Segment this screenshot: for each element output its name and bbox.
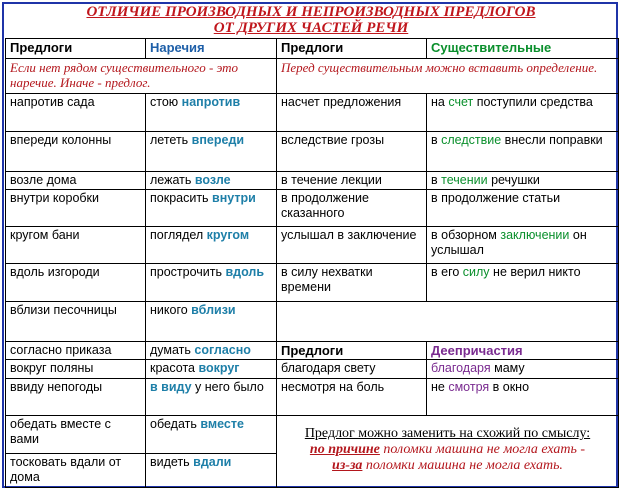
noun-cell: на счет поступили средства (427, 93, 619, 131)
header-prepositions-2: Предлоги (277, 39, 427, 59)
preposition-cell: согласно приказа (6, 341, 146, 360)
preposition-cell: в течение лекции (277, 171, 427, 190)
table-row (6, 132, 619, 171)
gerund-highlight: смотря (448, 380, 490, 395)
noun-cell: в следствие внесли поправки (427, 132, 619, 171)
adverb-highlight: вместе (200, 417, 244, 432)
noun-cell: в течении речушки (427, 171, 619, 190)
header-nouns: Существительные (427, 39, 619, 59)
preposition-cell: вблизи песочницы (6, 302, 146, 341)
note-noun-rule: Перед существительным можно вставить определение. (277, 58, 619, 93)
note-row (6, 58, 619, 93)
adverb-cell: думать согласно (146, 341, 277, 360)
preposition-cell: благодаря свету (277, 360, 427, 379)
adverb-cell: покрасить внутри (146, 190, 277, 226)
preposition-cell: возле дома (6, 171, 146, 190)
noun-highlight: счет (448, 94, 474, 109)
noun-highlight: течении (441, 172, 488, 187)
gerund-cell: не смотря в окно (427, 379, 619, 416)
comparison-table (5, 38, 619, 488)
header-adverbs: Наречия (146, 39, 277, 59)
adverb-highlight: вокруг (198, 361, 240, 376)
noun-cell: в его силу не верил никто (427, 263, 619, 301)
gerund-cell: благодаря маму (427, 360, 619, 379)
table-row (6, 416, 619, 453)
adverb-cell: в виду у него было (146, 379, 277, 416)
table-row (6, 263, 619, 301)
adverb-cell: никого вблизи (146, 302, 277, 341)
adverb-cell: красота вокруг (146, 360, 277, 379)
adverb-cell: стою напротив (146, 93, 277, 131)
preposition-cell: впереди колонны (6, 132, 146, 171)
adverb-highlight: возле (194, 172, 231, 187)
header-row (6, 39, 619, 59)
preposition-cell: вследствие грозы (277, 132, 427, 171)
table-row (6, 93, 619, 131)
table-row (6, 226, 619, 263)
header-prepositions-lower: Предлоги (277, 341, 427, 360)
adverb-cell: поглядел кругом (146, 226, 277, 263)
header-gerunds: Деепричастия (427, 341, 619, 360)
adverb-highlight: вблизи (191, 303, 236, 318)
preposition-cell: в силу нехватки времени (277, 263, 427, 301)
adverb-highlight: кругом (206, 227, 250, 242)
adverb-cell: лететь впереди (146, 132, 277, 171)
adverb-cell: лежать возле (146, 171, 277, 190)
preposition-cell: вдоль изгороди (6, 263, 146, 301)
adverb-highlight: напротив (181, 94, 241, 109)
preposition-cell: услышал в заключение (277, 226, 427, 263)
adverb-highlight: в виду (150, 380, 192, 395)
adverb-highlight: вдоль (225, 264, 265, 279)
footnote-title: Предлог можно заменить на схожий по смыслу: (304, 426, 591, 442)
header-prepositions: Предлоги (6, 39, 146, 59)
table-row (6, 360, 619, 379)
preposition-cell: кругом бани (6, 226, 146, 263)
noun-highlight: силу (462, 264, 490, 279)
table-row (6, 171, 619, 190)
note-adverb-rule: Если нет рядом существительного - это наречие. Иначе - предлог. (6, 58, 277, 93)
footnote-box (277, 416, 619, 488)
gerund-highlight: благодаря (431, 361, 491, 376)
table-row (6, 379, 619, 416)
adverb-cell: обедать вместе (146, 416, 277, 453)
preposition-cell: вокруг поляны (6, 360, 146, 379)
adverb-highlight: внутри (212, 191, 256, 206)
footnote-example-1: по причине поломки машина не могла ехать - (309, 442, 586, 458)
preposition-cell: насчет предложения (277, 93, 427, 131)
adverb-highlight: впереди (191, 133, 245, 148)
preposition-cell: тосковать вдали от дома (6, 453, 146, 487)
adverb-highlight: вдали (193, 454, 232, 469)
preposition-cell: в продолжение сказанного (277, 190, 427, 226)
footnote-example-2: из-за поломки машина не могла ехать. (332, 458, 563, 474)
noun-cell: в продолжение статьи (427, 190, 619, 226)
preposition-cell: напротив сада (6, 93, 146, 131)
adverb-cell: видеть вдали (146, 453, 277, 487)
adverb-cell: прострочить вдоль (146, 263, 277, 301)
preposition-cell: несмотря на боль (277, 379, 427, 416)
page-title-line2: ОТ ДРУГИХ ЧАСТЕЙ РЕЧИ (213, 20, 409, 36)
noun-highlight: заключении (500, 227, 570, 242)
noun-highlight: следствие (441, 133, 502, 148)
page-title-line1: ОТЛИЧИЕ ПРОИЗВОДНЫХ И НЕПРОИЗВОДНЫХ ПРЕДЛОГОВ (86, 4, 536, 20)
table-row (6, 190, 619, 226)
blank-cell (277, 302, 619, 341)
preposition-cell: ввиду непогоды (6, 379, 146, 416)
preposition-cell: внутри коробки (6, 190, 146, 226)
adverb-highlight: согласно (194, 342, 251, 357)
noun-cell: в обзорном заключении он услышал (427, 226, 619, 263)
table-row (6, 341, 619, 360)
preposition-cell: обедать вместе с вами (6, 416, 146, 453)
table-row (6, 302, 619, 341)
